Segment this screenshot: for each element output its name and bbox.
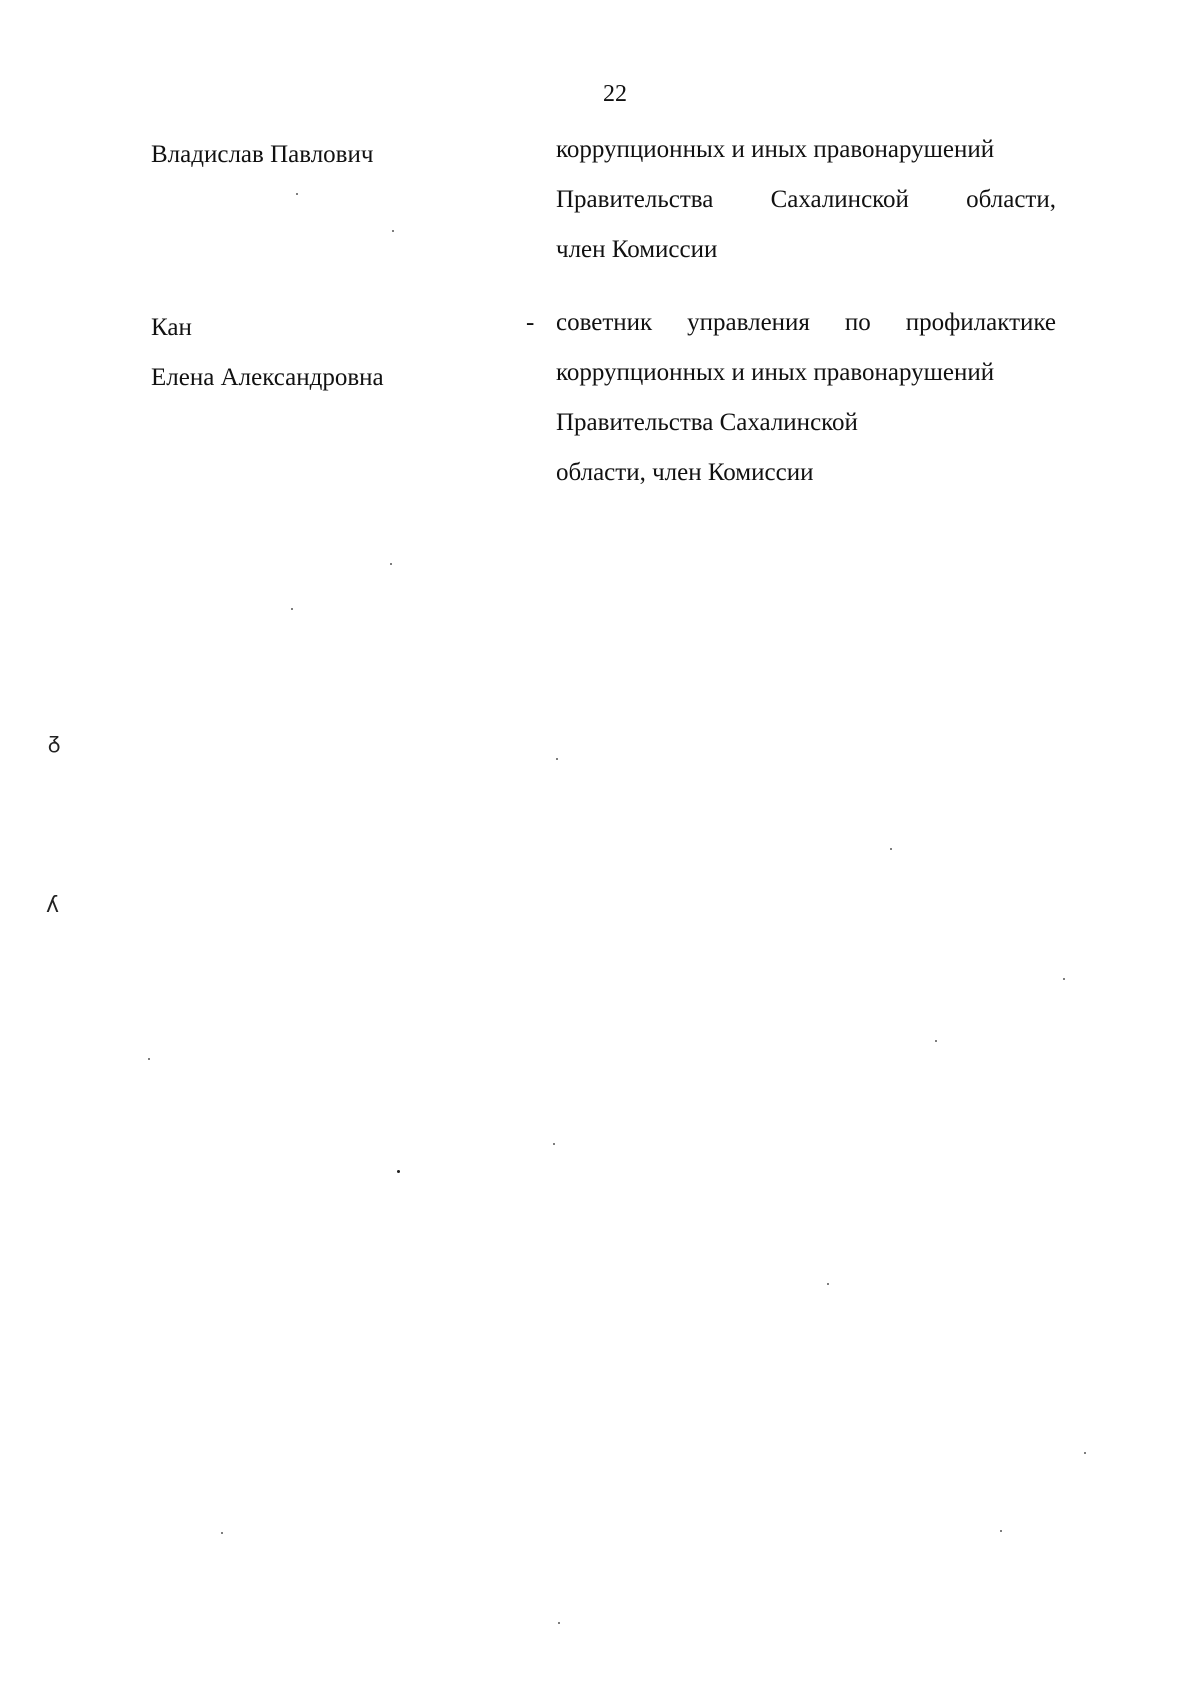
scan-speck (390, 563, 392, 565)
scan-speck (558, 1622, 560, 1624)
scan-speck (1084, 1452, 1086, 1454)
description-line: член Комиссии (556, 236, 718, 263)
member-description (556, 125, 1056, 275)
scan-speck (397, 1170, 400, 1173)
description-line: коррупционных и иных правонарушений (556, 359, 995, 386)
scan-mark: ʎ (46, 893, 60, 918)
scan-speck (553, 1143, 555, 1145)
scan-mark: ᵹ (48, 729, 61, 754)
scan-speck (1063, 978, 1065, 980)
scan-speck (827, 1283, 829, 1285)
member-name-line: Елена Александровна (151, 364, 384, 391)
description-line: Правительства Сахалинской области, (556, 186, 1056, 213)
member-name (151, 303, 481, 403)
description-line: коррупционных и иных правонарушений (556, 136, 995, 163)
member-name-line: Кан (151, 314, 192, 341)
scan-speck (935, 1040, 937, 1042)
description-line: области, член Комиссии (556, 459, 814, 486)
scan-speck (291, 608, 293, 610)
scan-speck (1000, 1530, 1002, 1532)
scan-speck (556, 758, 558, 760)
scan-speck (296, 193, 298, 195)
member-name-line: Владислав Павлович (151, 141, 374, 168)
description-line: Правительства Сахалинской (556, 409, 858, 436)
member-name (151, 130, 481, 180)
scan-speck (148, 1058, 150, 1060)
separator-dash: - (526, 309, 535, 336)
page-number: 22 (603, 81, 627, 107)
scan-speck (890, 848, 892, 850)
scan-speck (221, 1532, 223, 1534)
member-description (556, 298, 1056, 498)
description-line: советник управления по профилактике (556, 309, 1056, 336)
scan-speck (392, 230, 394, 232)
